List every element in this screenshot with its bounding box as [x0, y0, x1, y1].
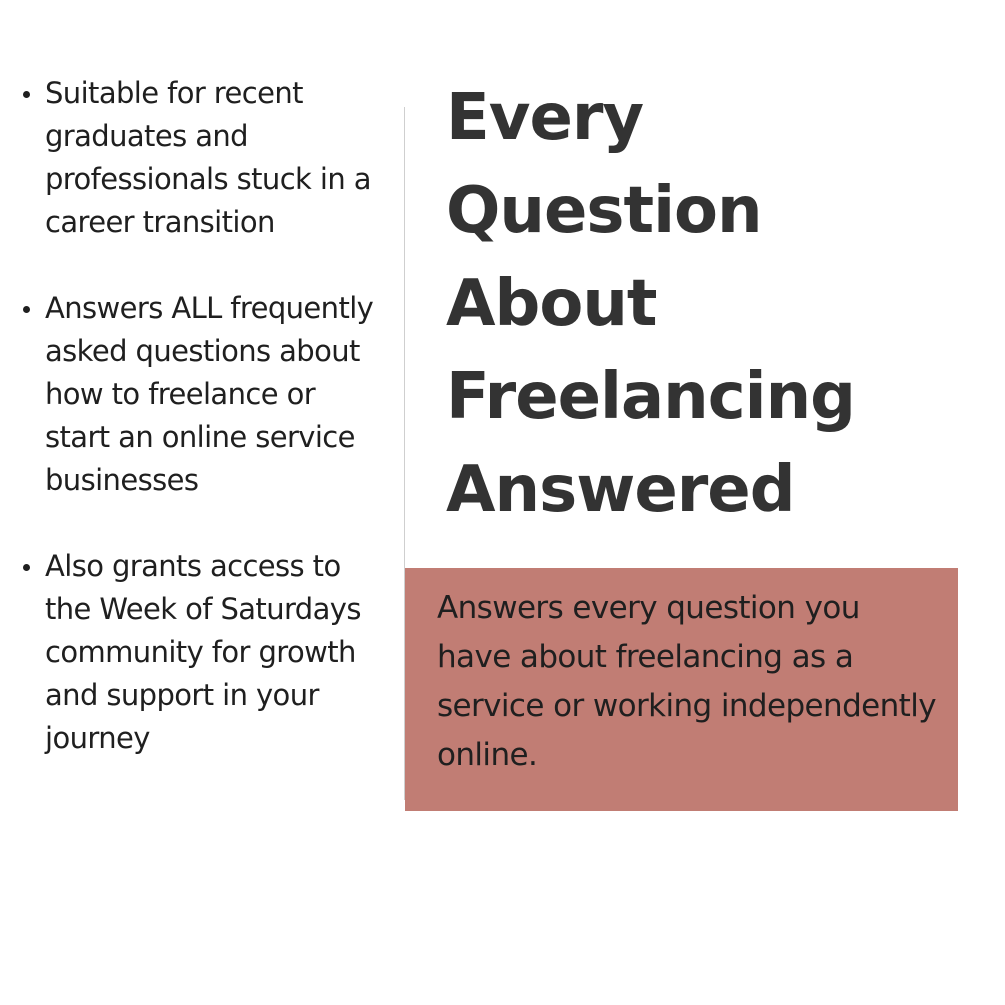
- summary-text: Answers every question you have about freelancing as a service or working independently online.: [437, 590, 936, 773]
- feature-bullet-text: Suitable for recent graduates and professionals stuck in a career transition: [45, 76, 371, 239]
- headline-line: Every: [446, 81, 644, 155]
- headline-line: Freelancing: [446, 360, 855, 434]
- headline-line: About: [446, 267, 657, 341]
- feature-bullet: [20, 545, 380, 760]
- feature-bullet: [20, 287, 380, 502]
- bullet-dot-icon: [23, 306, 30, 313]
- bullet-dot-icon: [23, 564, 30, 571]
- feature-bullet-text: Answers ALL frequently asked questions about how to freelance or start an online service businesses: [45, 291, 374, 497]
- feature-bullet-text: Also grants access to the Week of Saturdays community for growth and support in your journey: [45, 549, 361, 755]
- summary-box: [405, 568, 958, 811]
- bullet-dot-icon: [23, 91, 30, 98]
- feature-bullet: [20, 72, 380, 244]
- feature-bullet-list: [20, 72, 380, 803]
- headline-line: Question: [446, 174, 762, 248]
- headline-line: Answered: [446, 453, 795, 527]
- headline: [446, 72, 966, 537]
